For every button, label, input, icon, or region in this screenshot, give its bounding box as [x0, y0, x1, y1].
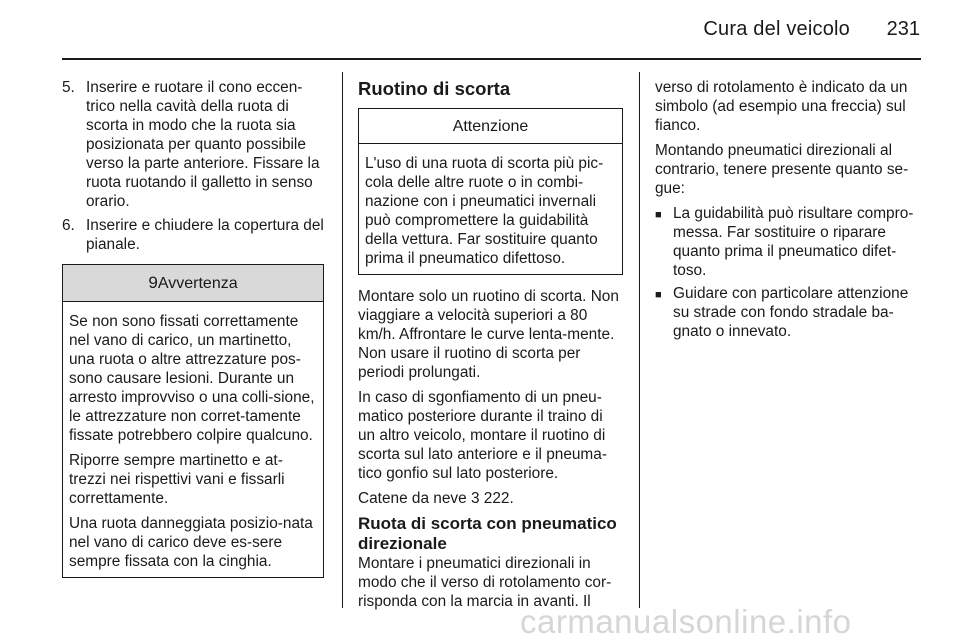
- caution-text: L'uso di una ruota di scorta più pic-cola delle altre ruote o in combi-nazione con i pneumatici invernali può compromettere la guidabilità della vettura. Far sostituire quanto prima il pneumatico difettoso.: [365, 155, 604, 267]
- caution-box: [358, 108, 623, 275]
- warning-body: [63, 302, 323, 577]
- body-paragraph: Montare i pneumatici direzionali in modo che il verso di rotolamento cor-risponda con la marcia in avanti. Il: [358, 555, 612, 610]
- watermark: carmanualsonline.info: [520, 603, 852, 640]
- list-item: [655, 204, 923, 280]
- column-2: [358, 78, 623, 617]
- step-item: [62, 216, 324, 254]
- step-number: 5.: [62, 79, 75, 96]
- page-section-title: Cura del veicolo: [703, 18, 850, 40]
- warning-icon: 9: [148, 273, 158, 292]
- list-item-text: La guidabilità può risultare compro-messa. Far sostituire o riparare quanto prima il pneumatico difet-toso.: [673, 205, 914, 279]
- header-divider: [62, 58, 921, 60]
- warning-paragraph: Se non sono fissati correttamente nel vano di carico, un martinetto, una ruota o altre attrezzature pos-sono causare lesioni. Durante un arresto improvviso o una colli-sione, le attrezzature non corret-tamente fissate potrebbero colpire qualcuno.: [69, 313, 315, 444]
- step-number: 6.: [62, 217, 75, 234]
- caution-body: [359, 144, 622, 274]
- step-text: Inserire e ruotare il cono eccen-trico nella cavità della ruota di scorta in modo che la ruota sia posizionata per quanto possibile verso la parte anteriore. Fissare la ruota ruotando il galletto in senso orario.: [86, 79, 320, 210]
- body-paragraph: Montare solo un ruotino di scorta. Non viaggiare a velocità superiori a 80 km/h. Affrontare le curve lenta-mente. Non usare il ruotino di scorta per periodi prolungati.: [358, 288, 619, 381]
- cross-reference: Catene da neve 3 222.: [358, 490, 514, 507]
- bullet-icon: ■: [655, 209, 662, 221]
- list-item: [655, 284, 923, 341]
- caution-header: Attenzione: [359, 109, 622, 144]
- column-divider-1: [342, 72, 343, 608]
- step-text: Inserire e chiudere la copertura del pianale.: [86, 217, 324, 253]
- column-divider-2: [639, 72, 640, 608]
- column-1: [62, 78, 324, 578]
- body-paragraph: Montando pneumatici direzionali al contrario, tenere presente quanto se-gue:: [655, 142, 909, 197]
- warning-box: [62, 264, 324, 578]
- column-3: [655, 78, 923, 345]
- body-paragraph: In caso di sgonfiamento di un pneu-matico posteriore durante il traino di un altro veicolo, montare il ruotino di scorta sul lato anteriore e il pneuma-tico gonfio sul lato posteriore.: [358, 389, 607, 482]
- step-item: [62, 78, 324, 211]
- subsection-heading: Ruota di scorta con pneumatico direzionale: [358, 514, 617, 553]
- warning-paragraph: Una ruota danneggiata posizio-nata nel vano di carico deve es-sere sempre fissata con la cinghia.: [69, 515, 313, 570]
- list-item-text: Guidare con particolare attenzione su strade con fondo stradale ba-gnato o innevato.: [673, 285, 909, 340]
- body-paragraph: verso di rotolamento è indicato da un simbolo (ad esempio una freccia) sul fianco.: [655, 79, 908, 134]
- bullet-icon: ■: [655, 289, 662, 301]
- section-heading: Ruotino di scorta: [358, 78, 511, 99]
- warning-header: [63, 265, 323, 302]
- warning-title: Avvertenza: [157, 275, 238, 292]
- warning-paragraph: Riporre sempre martinetto e at-trezzi nei rispettivi vani e fissarli correttamente.: [69, 452, 285, 507]
- page-number: 231: [886, 18, 920, 40]
